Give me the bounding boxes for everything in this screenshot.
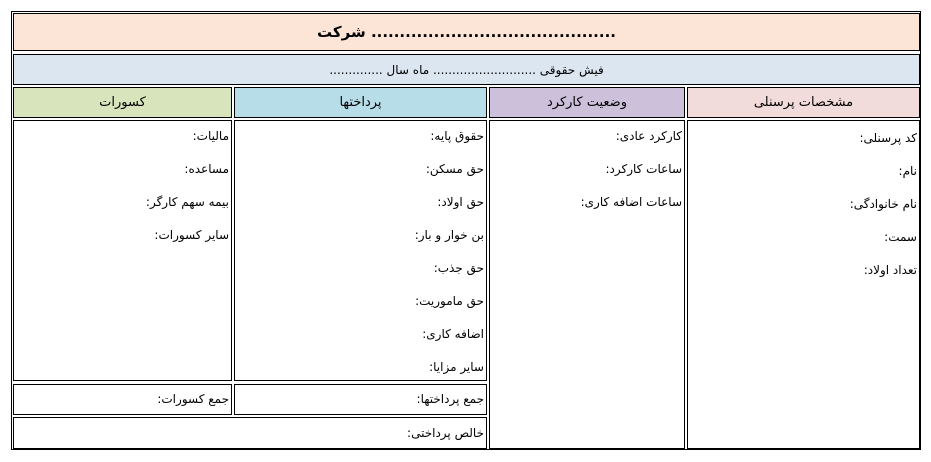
personal-item-position: سمت: (884, 230, 917, 244)
payment-item-attraction: حق جذب: (433, 261, 484, 275)
work-status-header-label: وضعیت کارکرد (547, 95, 627, 110)
personal-item-code: کد پرسنلی: (859, 131, 917, 145)
personal-info-header-label: مشخصات پرسنلی (753, 95, 854, 110)
personal-item-surname: نام خانوادگی: (849, 197, 917, 211)
payments-column (234, 120, 487, 381)
payments-header (234, 87, 487, 118)
payment-item-housing: حق مسکن: (425, 162, 484, 176)
personal-info-header (687, 87, 920, 118)
payment-item-children: حق اولاد: (437, 195, 484, 209)
payment-item-base: حقوق پایه: (430, 129, 484, 143)
company-title-text: شرکت ........................................... (317, 23, 616, 41)
deductions-total-cell (13, 384, 232, 415)
payslip-subtitle-text: فیش حقوقی ........................... ماه سال .............. (329, 62, 604, 77)
deduction-item-tax: مالیات: (192, 129, 229, 143)
work-item-overtime: ساعات اضافه کاری: (580, 195, 682, 209)
payments-total-cell (234, 384, 487, 415)
work-item-normal: کارکرد عادی: (615, 129, 682, 143)
payments-header-label: پرداختها (339, 95, 382, 110)
personal-info-column (687, 120, 920, 449)
payment-item-food: بن خوار و بار: (414, 228, 484, 242)
work-status-header (489, 87, 685, 118)
work-status-column (489, 120, 685, 449)
deduction-item-advance: مساعده: (184, 162, 229, 176)
company-title (13, 13, 920, 51)
deduction-item-other: سایر کسورات: (154, 228, 229, 242)
work-item-hours: ساعات کارکرد: (605, 162, 682, 176)
payments-total-label: جمع پرداختها: (416, 392, 484, 406)
deductions-total-label: جمع کسورات: (157, 392, 229, 406)
personal-item-name: نام: (898, 164, 917, 178)
personal-item-children: تعداد اولاد: (863, 263, 917, 277)
deductions-column (13, 120, 232, 381)
payment-item-mission: حق ماموریت: (415, 294, 484, 308)
net-pay-label: خالص پرداختی: (407, 426, 484, 440)
net-pay-cell (13, 417, 487, 449)
payment-item-overtime: اضافه کاری: (422, 327, 484, 341)
payment-item-other: سایر مزایا: (429, 360, 484, 374)
deductions-header (13, 87, 232, 118)
payslip-subtitle (13, 54, 920, 85)
deduction-item-insurance: بیمه سهم کارگر: (145, 195, 229, 209)
deductions-header-label: کسورات (99, 95, 146, 110)
